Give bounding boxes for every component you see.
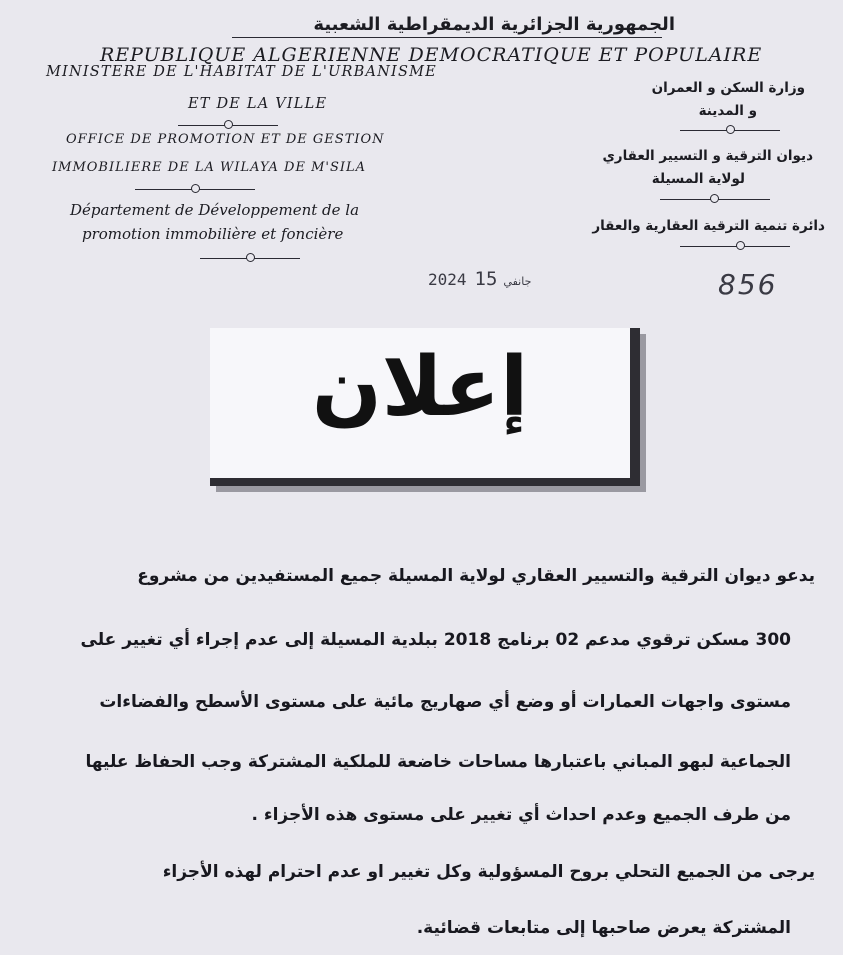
header-fr-department-line2: promotion immobilière et foncière bbox=[82, 225, 344, 243]
body-line: يرجى من الجميع التحلي بروح المسؤولية وكل تغيير او عدم احترام لهذه الأجزاء bbox=[162, 862, 815, 882]
stamp-day: 15 bbox=[474, 268, 498, 290]
announcement-title: إعلان bbox=[311, 340, 529, 435]
header-fr-department-line1: Département de Développement de la bbox=[70, 201, 360, 219]
date-stamp bbox=[428, 268, 537, 290]
body-line: من طرف الجميع وعدم احداث أي تغيير على مستوى هذه الأجزاء . bbox=[251, 805, 791, 825]
separator-ornament bbox=[178, 125, 278, 126]
header-ar-department: دائرة تنمية الترقية العقارية والعقار bbox=[592, 218, 825, 234]
reference-number: 856 bbox=[718, 268, 778, 301]
circle-ornament-icon bbox=[736, 241, 745, 250]
header-ar-republic: الجمهورية الجزائرية الديمقراطية الشعبية bbox=[313, 14, 675, 35]
header-fr-office-line2: IMMOBILIERE DE LA WILAYA DE M'SILA bbox=[52, 160, 367, 175]
body-line: الجماعية لبهو المباني باعتبارها مساحات خاضعة للملكية المشتركة وجب الحفاظ عليها bbox=[85, 752, 791, 772]
circle-ornament-icon bbox=[224, 120, 233, 129]
separator-ornament bbox=[660, 199, 770, 200]
header-fr-republic: REPUBLIQUE ALGERIENNE DEMOCRATIQUE ET POPULAIRE bbox=[100, 44, 763, 66]
header-ar-ministry-line1: وزارة السكن و العمران bbox=[651, 80, 805, 96]
separator-ornament bbox=[135, 189, 255, 190]
header-ar-ministry-line2: و المدينة bbox=[698, 103, 757, 119]
title-box bbox=[210, 328, 640, 486]
separator-ornament bbox=[200, 258, 300, 259]
body-line: المشتركة يعرض صاحبها إلى متابعات قضائية. bbox=[416, 918, 791, 938]
header-fr-ministry-line1: MINISTERE DE L'HABITAT DE L'URBANISME bbox=[46, 64, 437, 80]
body-line: مستوى واجهات العمارات أو وضع أي صهاريج مائية على مستوى الأسطح والفضاءات bbox=[99, 692, 791, 712]
header-fr-office-line1: OFFICE DE PROMOTION ET DE GESTION bbox=[66, 132, 385, 147]
header-ar-office-line1: ديوان الترقية و التسيير العقاري bbox=[602, 148, 813, 164]
stamp-year: 2024 bbox=[428, 270, 467, 289]
body-line: يدعو ديوان الترقية والتسيير العقاري لولاية المسيلة جميع المستفيدين من مشروع bbox=[137, 566, 815, 586]
separator-ornament bbox=[680, 246, 790, 247]
circle-ornament-icon bbox=[191, 184, 200, 193]
circle-ornament-icon bbox=[726, 125, 735, 134]
header-ar-office-line2: لولاية المسيلة bbox=[651, 171, 745, 187]
stamp-month: جانفي bbox=[503, 275, 532, 288]
body-line: 300 مسكن ترقوي مدعم 02 برنامج 2018 ببلدية المسيلة إلى عدم إجراء أي تغيير على bbox=[80, 630, 791, 650]
header-fr-ministry-line2: ET DE LA VILLE bbox=[188, 96, 328, 112]
separator-ornament bbox=[680, 130, 780, 131]
circle-ornament-icon bbox=[710, 194, 719, 203]
separator-line bbox=[232, 37, 662, 38]
circle-ornament-icon bbox=[246, 253, 255, 262]
